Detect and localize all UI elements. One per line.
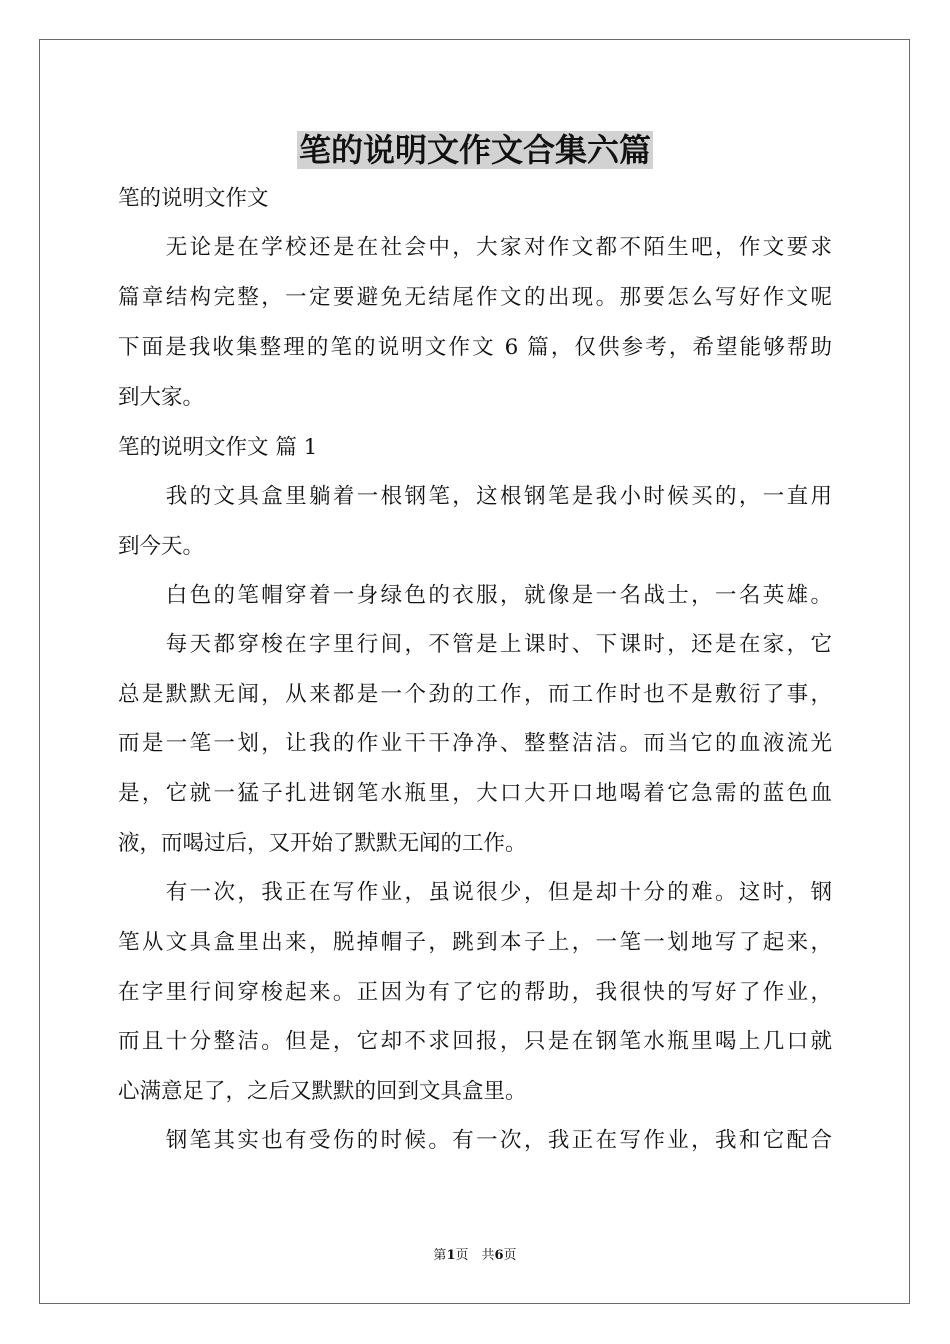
page-border xyxy=(39,39,910,1304)
section-heading: 笔的说明文作文 篇 1 xyxy=(118,435,318,460)
paragraph-line: 每天都穿梭在字里行间，不管是上课时、下课时，还是在家，它 xyxy=(118,632,832,657)
paragraph-line: 篇章结构完整，一定要避免无结尾作文的出现。那要怎么写好作文呢 xyxy=(118,285,832,310)
paragraph-line: 而且十分整洁。但是，它却不求回报，只是在钢笔水瓶里喝上几口就 xyxy=(118,1029,832,1054)
title-text: 笔的说明文作文合集六篇 xyxy=(298,131,651,169)
page-footer xyxy=(0,1247,950,1265)
paragraph-line: 是，它就一猛子扎进钢笔水瓶里，大口大开口地喝着它急需的蓝色血 xyxy=(118,781,832,806)
footer-prefix: 第 xyxy=(433,1248,447,1263)
paragraph-line: 心满意足了，之后又默默的回到文具盒里。 xyxy=(118,1079,527,1104)
footer-page-number: 1 xyxy=(446,1248,456,1263)
footer-suffix: 页 xyxy=(503,1248,517,1263)
paragraph-line: 到今天。 xyxy=(118,534,205,559)
footer-page-total: 6 xyxy=(494,1248,504,1263)
paragraph-line: 无论是在学校还是在社会中，大家对作文都不陌生吧，作文要求 xyxy=(118,235,832,260)
footer-mid: 页 共 xyxy=(455,1248,495,1263)
paragraph-line: 白色的笔帽穿着一身绿色的衣服，就像是一名战士，一名英雄。 xyxy=(118,583,832,608)
paragraph-line: 总是默默无闻，从来都是一个劲的工作，而工作时也不是敷衍了事， xyxy=(118,682,832,707)
paragraph-line: 钢笔其实也有受伤的时候。有一次，我正在写作业，我和它配合 xyxy=(118,1128,832,1153)
paragraph-line: 笔从文具盒里出来，脱掉帽子，跳到本子上，一笔一划地写了起来， xyxy=(118,930,832,955)
paragraph-line: 我的文具盒里躺着一根钢笔，这根钢笔是我小时候买的，一直用 xyxy=(118,484,832,509)
subtitle: 笔的说明文作文 xyxy=(118,186,269,211)
paragraph-line: 有一次，我正在写作业，虽说很少，但是却十分的难。这时，钢 xyxy=(118,880,832,905)
paragraph-line: 到大家。 xyxy=(118,385,205,410)
document-title xyxy=(0,128,950,172)
paragraph-line: 液，而喝过后，又开始了默默无闻的工作。 xyxy=(118,831,527,856)
paragraph-line: 而是一笔一划，让我的作业干干净净、整整洁洁。而当它的血液流光 xyxy=(118,731,832,756)
paragraph-line: 下面是我收集整理的笔的说明文作文 6 篇，仅供参考，希望能够帮助 xyxy=(118,335,832,360)
paragraph-line: 在字里行间穿梭起来。正因为有了它的帮助，我很快的写好了作业， xyxy=(118,980,832,1005)
